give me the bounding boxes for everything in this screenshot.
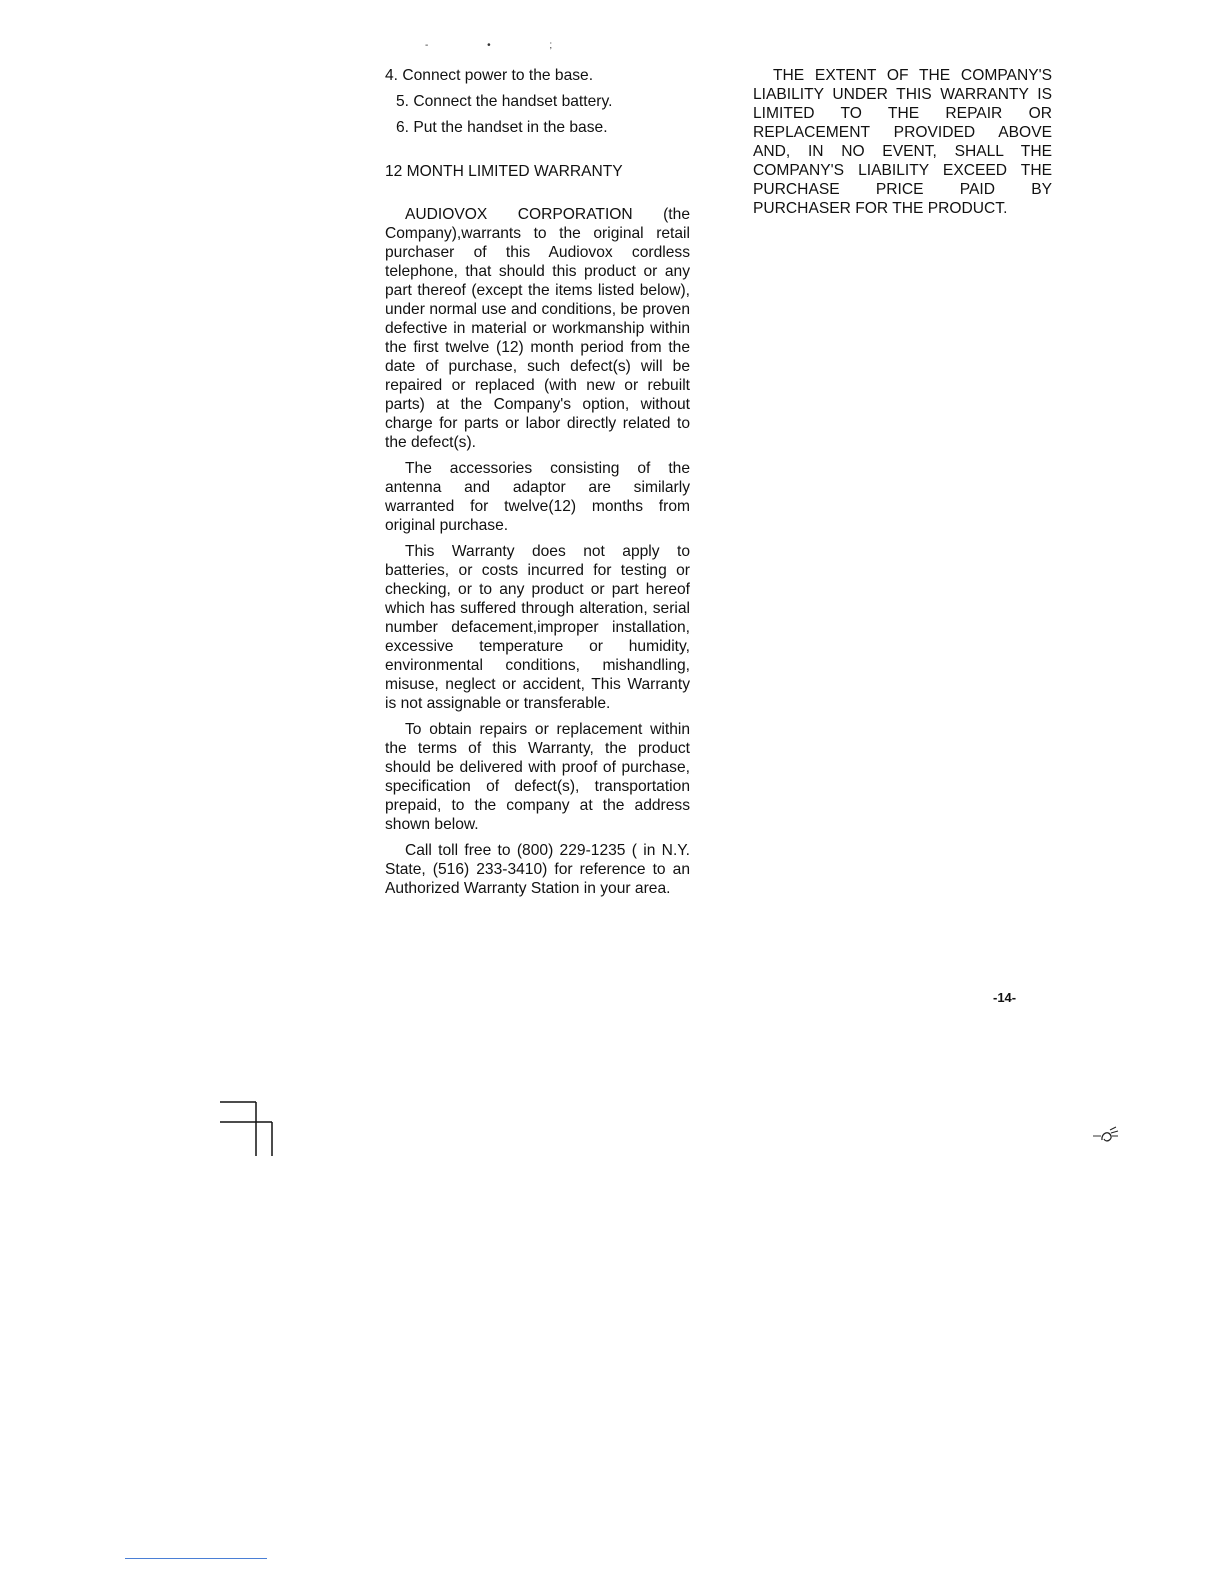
setup-step-6: 6. Put the handset in the base. [396,119,608,136]
warranty-paragraph-repairs: To obtain repairs or replacement within the terms of this Warranty, the product should be delivered with proof of purchase, specification of defect(s), transportation prepaid, to the company at the address shown below. [385,721,690,833]
setup-step-4: 4. Connect power to the base. [385,67,594,84]
warranty-paragraph-coverage: AUDIOVOX CORPORATION (the Company),warrants to the original retail purchaser of this Audiovox cordless telephone, that should this product or any part thereof (except the items listed below), under normal use and conditions, be proven defective in material or workmanship within the first twelve (12) month period from the date of purchase, such defect(s) will be repaired or replaced (with new or rebuilt parts) at the Company's option, without charge for parts or labor directly related to the defect(s). [385,206,690,451]
warranty-paragraph-exclusions: This Warranty does not apply to batteries, or costs incurred for testing or checking, or to any product or part hereof which has suffered through alteration, serial number defacement,improper installation, excessive temperature or humidity, environmental conditions, mishandling, misuse, neglect or accident, This Warranty is not assignable or transferable. [385,543,690,712]
crop-mark-icon [218,1100,278,1160]
warranty-heading: 12 MONTH LIMITED WARRANTY [385,163,623,180]
scan-smudge-icon [1093,1125,1119,1147]
scan-artifact-marks: - • ; [425,40,581,51]
left-column [385,66,690,905]
liability-paragraph: THE EXTENT OF THE COMPANY'S LIABILITY UNDER THIS WARRANTY IS LIMITED TO THE REPAIR OR REPLACEMENT PROVIDED ABOVE AND, IN NO EVENT, SHALL THE COMPANY'S LIABILITY EXCEED THE PURCHASE PRICE PAID BY PURCHASER FOR THE PRODUCT. [753,67,1052,217]
setup-step-5: 5. Connect the handset battery. [396,93,613,110]
page-number: -14- [993,990,1017,1005]
bottom-rule [125,1558,267,1559]
right-column [753,66,1052,218]
warranty-paragraph-accessories: The accessories consisting of the antenna and adaptor are similarly warranted for twelve(12) months from original purchase. [385,460,690,534]
warranty-paragraph-contact: Call toll free to (800) 229-1235 ( in N.Y. State, (516) 233-3410) for reference to an Authorized Warranty Station in your area. [385,842,690,897]
